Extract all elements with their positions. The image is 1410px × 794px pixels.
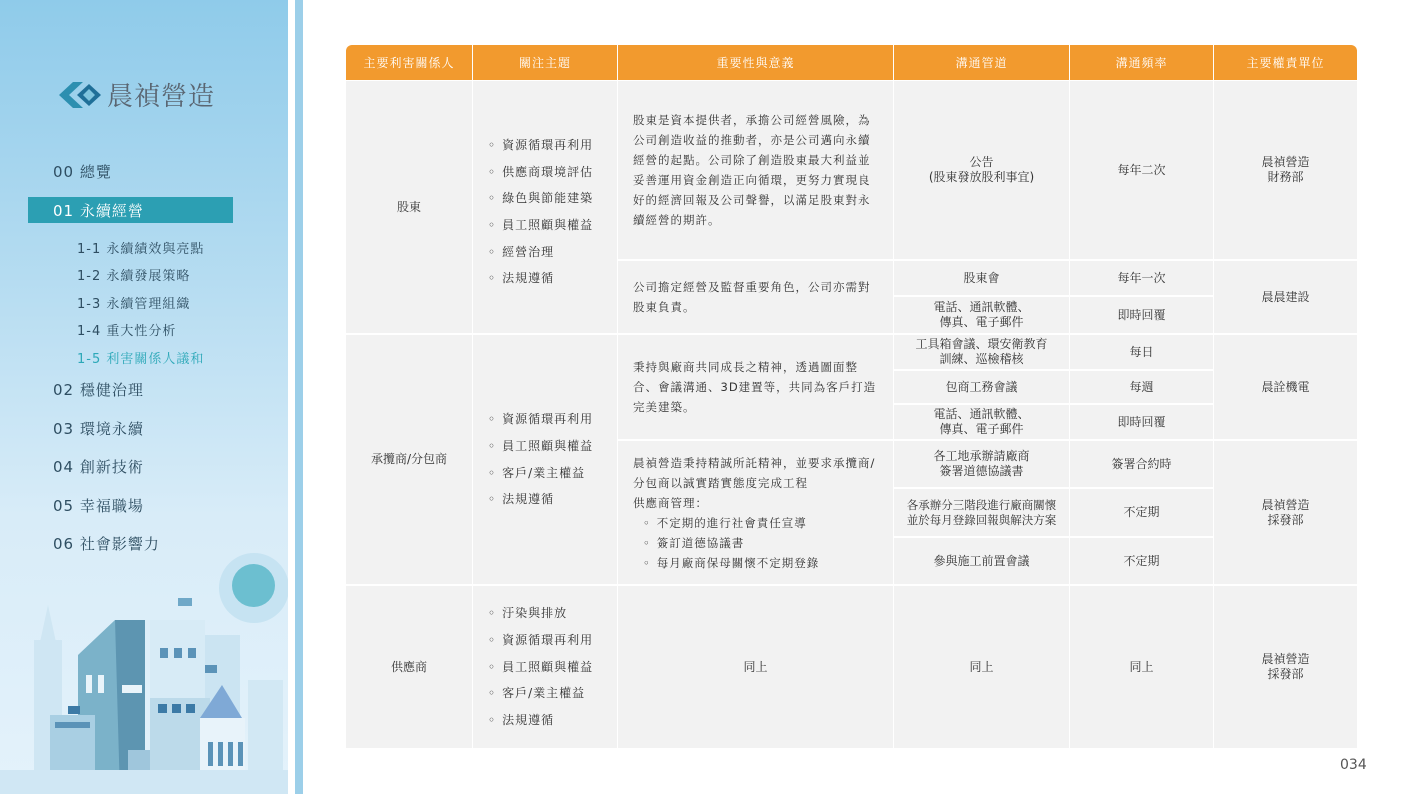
divider-stripe xyxy=(288,0,295,794)
stakeholder-label: 承攬商/分包商 xyxy=(370,452,448,466)
channel-text: 包商工務會議 xyxy=(945,379,1018,394)
frequency-contractors-2 xyxy=(1070,371,1213,403)
unit-text: 晨禎營造 財務部 xyxy=(1261,155,1310,184)
header-stakeholder: 主要利害關係人 xyxy=(346,45,472,80)
unit-text: 晨禎營造 採發部 xyxy=(1261,652,1310,681)
header-channel: 溝通管道 xyxy=(894,45,1069,80)
unit-suppliers xyxy=(1214,586,1357,748)
frequency-text: 每日 xyxy=(1129,344,1154,359)
channel-text: 電話、通訊軟體、 傳真、電子郵件 xyxy=(933,407,1030,436)
sub-item-organization[interactable]: 1-3 永續管理組織 xyxy=(77,297,191,312)
importance-text: 秉持與廠商共同成長之精神，透過圖面整合、會議溝通、3D建置等，共同為客戶打造完美建築。 xyxy=(633,360,877,414)
importance-text: 晨禎營造秉持精誠所託精神，並要求承攬商/分包商以誠實踏實態度完成工程 xyxy=(633,455,876,490)
frequency-contractors-6 xyxy=(1070,538,1213,584)
topic-item: ◦ 客戶/業主權益 xyxy=(488,680,593,707)
importance-shareholders-1 xyxy=(618,81,893,259)
frequency-shareholders-1 xyxy=(1070,81,1213,259)
frequency-text: 不定期 xyxy=(1123,505,1160,519)
topic-item: ◦ 經營治理 xyxy=(488,239,593,266)
divider-stripe-blue xyxy=(295,0,303,794)
topic-item: ◦ 供應商環境評估 xyxy=(488,159,593,186)
topic-item: ◦ 員工照顧與權益 xyxy=(488,654,593,681)
topic-item: ◦ 綠色與節能建築 xyxy=(488,185,593,212)
channel-contractors-2 xyxy=(894,371,1069,403)
topic-item: ◦ 資源循環再利用 xyxy=(488,132,593,159)
importance-suppliers xyxy=(618,586,893,748)
nav-item-workplace[interactable]: 05 幸福職場 xyxy=(53,497,144,515)
nav-item-sustainable-operation[interactable] xyxy=(28,197,233,223)
unit-text: 晨禎營造 採發部 xyxy=(1261,497,1310,527)
stakeholder-contractors xyxy=(346,335,472,584)
importance-contractors-2 xyxy=(618,441,893,584)
importance-subheading: 供應商管理： xyxy=(633,495,708,510)
nav-item-social-impact[interactable]: 06 社會影響力 xyxy=(53,535,160,553)
topic-item: ◦ 資源循環再利用 xyxy=(488,627,593,654)
management-item: ◦ 簽訂道德協議書 xyxy=(643,533,883,553)
sub-item-stakeholders[interactable]: 1-5 利害關係人議和 xyxy=(77,352,205,367)
channel-text: 股東會 xyxy=(963,270,1000,285)
stakeholder-table xyxy=(346,45,1357,748)
stakeholder-shareholders xyxy=(346,81,472,333)
frequency-suppliers xyxy=(1070,586,1213,748)
channel-contractors-4 xyxy=(894,441,1069,487)
channel-text: 電話、通訊軟體、 傳真、電子郵件 xyxy=(933,300,1030,329)
frequency-text: 不定期 xyxy=(1123,553,1160,568)
sub-item-strategy[interactable]: 1-2 永續發展策略 xyxy=(77,269,191,284)
city-skyline-illustration xyxy=(0,580,288,794)
header-topics: 關注主題 xyxy=(473,45,617,80)
channel-text: 各承辦分三階段進行廠商關懷 並於每月登錄回報與解決方案 xyxy=(906,497,1057,527)
importance-text: 同上 xyxy=(743,659,768,674)
channel-text: 參與施工前置會議 xyxy=(933,553,1030,568)
sub-item-performance[interactable]: 1-1 永續績效與亮點 xyxy=(77,242,205,257)
diamond-chevron-logo-icon xyxy=(57,79,103,111)
stakeholder-label: 股東 xyxy=(396,199,421,214)
topic-item: ◦ 汙染與排放 xyxy=(488,600,593,627)
nav-item-label: 01 永續經營 xyxy=(53,202,144,220)
importance-text: 公司擔定經營及監督重要角色，公司亦需對股東負責。 xyxy=(633,280,871,314)
frequency-shareholders-3 xyxy=(1070,297,1213,333)
channel-contractors-5 xyxy=(894,489,1069,536)
importance-text: 股東是資本提供者，承擔公司經營風險，為公司創造收益的推動者，亦是公司邁向永續經營的起點。公司除了創造股東最大利益並妥善運用資金創造正向循環，更努力實現良好的經濟回報及公司聲譽，以滿足股東對永續經營的期許。 xyxy=(633,113,871,227)
nav-item-environment[interactable]: 03 環境永續 xyxy=(53,420,144,438)
logo-text: 晨禎營造 xyxy=(107,82,216,112)
frequency-contractors-1 xyxy=(1070,335,1213,369)
frequency-contractors-4 xyxy=(1070,441,1213,487)
unit-text: 晨詮機電 xyxy=(1261,379,1310,394)
topic-item: ◦ 法規遵循 xyxy=(488,486,593,513)
frequency-text: 同上 xyxy=(1129,659,1154,674)
page-number: 034 xyxy=(1340,757,1367,773)
sidebar xyxy=(0,0,288,794)
header-frequency: 溝通頻率 xyxy=(1070,45,1213,80)
importance-contractors-1 xyxy=(618,335,893,439)
topic-item: ◦ 法規遵循 xyxy=(488,707,593,734)
channel-suppliers xyxy=(894,586,1069,748)
management-item: ◦ 不定期的進行社會責任宣導 xyxy=(643,513,883,533)
topic-item: ◦ 員工照顧與權益 xyxy=(488,433,593,460)
frequency-text: 每年一次 xyxy=(1117,270,1166,285)
nav-item-governance[interactable]: 02 穩健治理 xyxy=(53,381,144,399)
header-importance: 重要性與意義 xyxy=(618,45,893,80)
stakeholder-suppliers xyxy=(346,586,472,748)
sub-item-materiality[interactable]: 1-4 重大性分析 xyxy=(77,324,177,339)
frequency-text: 即時回覆 xyxy=(1117,307,1166,322)
topic-item: ◦ 資源循環再利用 xyxy=(488,406,593,433)
management-item: ◦ 每月廠商保母關懷不定期登錄 xyxy=(643,553,883,573)
nav-item-overview[interactable]: 00 總覽 xyxy=(53,163,112,181)
channel-text: 各工地承辦請廠商 簽署道德協議書 xyxy=(933,449,1030,478)
nav-item-innovation[interactable]: 04 創新技術 xyxy=(53,458,144,476)
importance-shareholders-2 xyxy=(618,261,893,333)
channel-contractors-6 xyxy=(894,538,1069,584)
frequency-contractors-5 xyxy=(1070,489,1213,536)
frequency-text: 即時回覆 xyxy=(1117,414,1166,429)
topic-item: ◦ 法規遵循 xyxy=(488,265,593,292)
channel-shareholders-3 xyxy=(894,297,1069,333)
topics-suppliers xyxy=(473,586,617,748)
frequency-contractors-3 xyxy=(1070,405,1213,439)
unit-contractors-2 xyxy=(1214,441,1357,584)
frequency-text: 簽署合約時 xyxy=(1111,456,1172,471)
topics-contractors xyxy=(473,335,617,584)
topic-item: ◦ 客戶/業主權益 xyxy=(488,460,593,487)
channel-contractors-3 xyxy=(894,405,1069,439)
channel-text: 同上 xyxy=(969,659,994,674)
channel-contractors-1 xyxy=(894,335,1069,369)
frequency-text: 每年二次 xyxy=(1117,162,1166,177)
channel-text: 公告 (股東發放股利事宜) xyxy=(928,155,1035,184)
unit-shareholders-1 xyxy=(1214,81,1357,259)
topic-item: ◦ 員工照顧與權益 xyxy=(488,212,593,239)
unit-contractors-1 xyxy=(1214,335,1357,439)
channel-shareholders-1 xyxy=(894,81,1069,259)
stakeholder-label: 供應商 xyxy=(390,659,427,674)
frequency-text: 每週 xyxy=(1129,379,1154,394)
channel-shareholders-2 xyxy=(894,261,1069,295)
company-logo[interactable] xyxy=(57,76,215,113)
frequency-shareholders-2 xyxy=(1070,261,1213,295)
topics-shareholders xyxy=(473,81,617,333)
header-unit: 主要權責單位 xyxy=(1214,45,1357,80)
unit-text: 晨晨建設 xyxy=(1261,289,1310,304)
channel-text: 工具箱會議、環安衛教育 訓練、巡檢稽核 xyxy=(915,337,1048,366)
unit-shareholders-2 xyxy=(1214,261,1357,333)
